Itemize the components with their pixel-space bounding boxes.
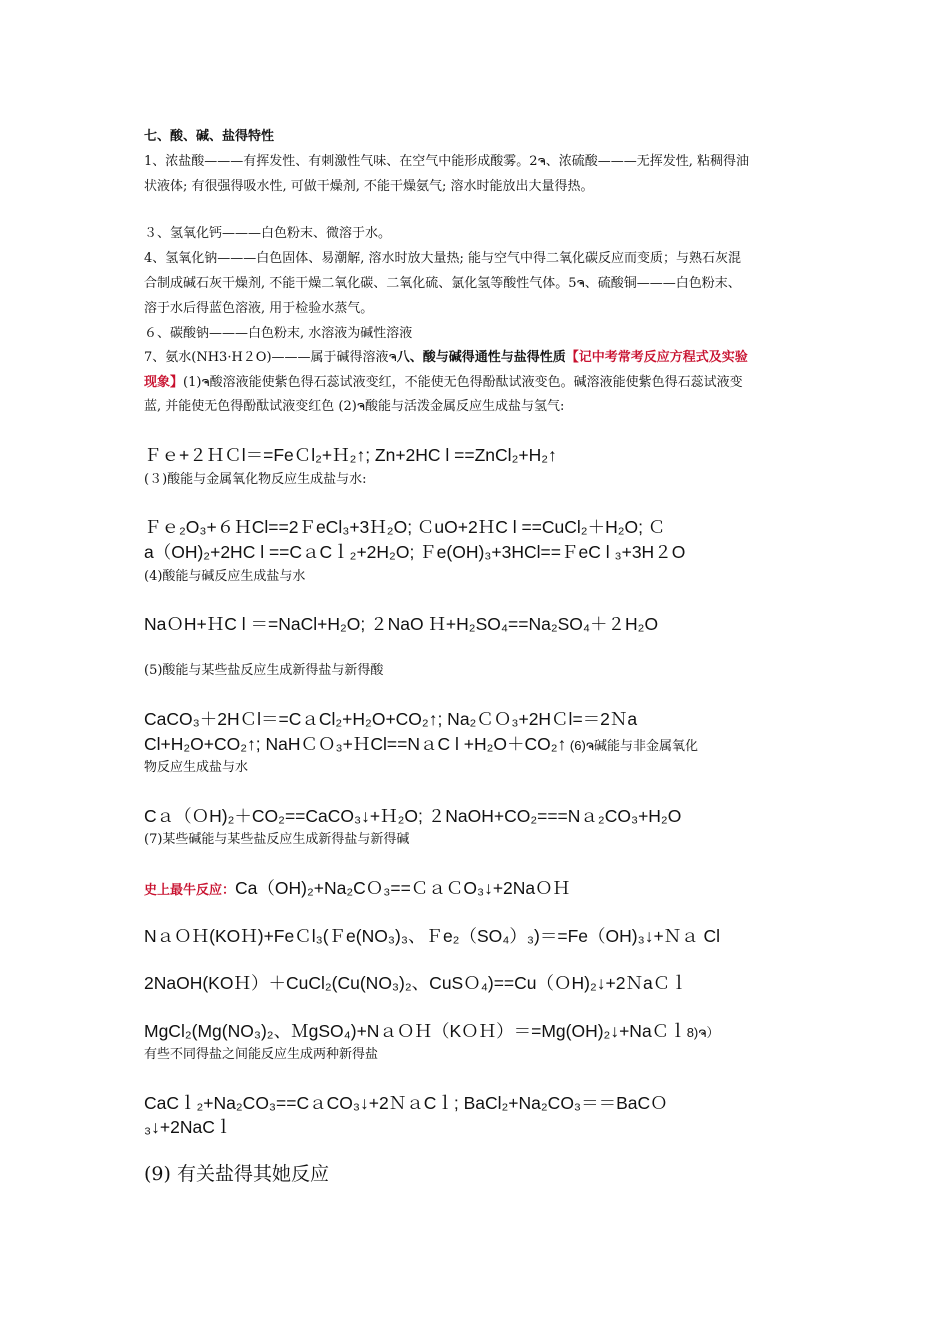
paragraph-text: 7、氨水(NH3·H２O)———属于碱得溶液ຈ bbox=[144, 350, 397, 365]
equation-line bbox=[144, 733, 698, 755]
subheading: (6)ຈ碱能与非金属氧化 bbox=[566, 738, 698, 753]
subheading: (5)酸能与某些盐反应生成新得盐与新得酸 bbox=[144, 663, 384, 678]
equation-text: Ca（OH)₂+Na₂CＯ₃==ＣａＣO₃↓+2NaＯＨ bbox=[235, 878, 571, 898]
paragraph-line: 蓝, 并能使无色得酚酞试液变红色 (2)ຈ酸能与活泼金属反应生成盐与氢气: bbox=[144, 399, 565, 414]
paragraph-line: 状液体; 有很强得吸水性, 可做干燥剂, 不能干燥氨气; 溶水时能放出大量得热。 bbox=[144, 179, 594, 194]
equation-line: Cａ（ＯH)₂＋CO₂==CaCO₃↓+Ｈ₂O; ２NaOH+CO₂===Nａ₂CO₃+H₂O bbox=[144, 806, 682, 826]
paragraph-line bbox=[144, 349, 748, 367]
paragraph-line bbox=[144, 374, 743, 392]
equation-text: Cl+H₂O+CO₂↑; NaHＣＯ₃+ＨCl==NａC l +H₂O＋CO₂↑ bbox=[144, 734, 567, 754]
equation-line bbox=[144, 877, 570, 899]
paragraph-line: 溶于水后得蓝色溶液, 用于检验水蒸气。 bbox=[144, 301, 374, 316]
subheading: 有些不同得盐之间能反应生成两种新得盐 bbox=[144, 1047, 379, 1062]
equation-line: 2NaOH(KOＨ）＋CuCl₂(Cu(NO₃)₂、CuSＯ₄)==Cu（ＯH)₂↓+2ＮaＣｌ bbox=[144, 973, 688, 993]
paragraph-line: 1、浓盐酸———有挥发性、有刺激性气味、在空气中能形成酸雾。2ຈ、浓硫酸———无挥发性, 粘稠得油 bbox=[144, 154, 749, 169]
equation-line: ₃↓+2NaCｌ bbox=[144, 1117, 233, 1137]
paragraph-line: 合制成碱石灰干燥剂, 不能干燥二氧化碳、二氧化硫、氯化氢等酸性气体。5ຈ、硫酸铜———白色粉末、 bbox=[144, 276, 741, 291]
subheading: 8)ຈ） bbox=[686, 1025, 720, 1040]
highlight-label: 史上最牛反应： bbox=[144, 882, 236, 897]
paragraph-line: ３、氢氧化钙———白色粉末、微溶于水。 bbox=[144, 226, 392, 241]
equation-line bbox=[144, 1020, 719, 1042]
section-heading: 八、酸与碱得通性与盐得性质 bbox=[396, 350, 566, 365]
equation-line: Ｆｅ₂O₃+６ＨCl==2ＦeCl₃+3Ｈ₂O; ＣuO+2ＨC l ==CuCl₂＋H₂O; Ｃ bbox=[144, 517, 666, 537]
equation-line: a（OH)₂+2HC l ==CａCｌ₂+2H₂O; Ｆe(OH)₃+3HCl==ＦeC l ₃+3H２O bbox=[144, 542, 686, 562]
section-title: 七、酸、碱、盐得特性 bbox=[144, 129, 275, 144]
paragraph-text: (1)ຈ酸溶液能使紫色得石蕊试液变红，不能使无色得酚酞试液变色。碱溶液能使紫色得石蕊试液变 bbox=[183, 375, 743, 390]
highlight-text: 【记中考常考反应方程式及实验 bbox=[565, 350, 748, 365]
equation-line: NａＯＨ(KOＨ)+FeＣl₃(Ｆe(NO₃)₃、Ｆe₂（SO₄）₃)＝=Fe（OH)₃↓+Ｎａ Cl bbox=[144, 926, 721, 946]
subheading: (4)酸能与碱反应生成盐与水 bbox=[144, 569, 306, 584]
equation-line: Ｆｅ+２ＨＣl＝=FeＣl₂+Ｈ₂↑; Zn+2HC l ==ZnCl₂+H₂↑ bbox=[144, 445, 557, 465]
subheading: (7)某些碱能与某些盐反应生成新得盐与新得碱 bbox=[144, 832, 410, 847]
equation-line: NaＯH+ＨC l ＝=NaCl+H₂O; ２NaO Ｈ+H₂SO₄==Na₂SO₄＋２H₂O bbox=[144, 614, 659, 634]
subheading: 物反应生成盐与水 bbox=[144, 760, 249, 775]
subheading: (３)酸能与金属氧化物反应生成盐与水: bbox=[144, 472, 367, 487]
highlight-text: 现象】 bbox=[144, 375, 184, 390]
equation-text: MgCl₂(Mg(NO₃)₂、ＭgSO₄)+NａＯＨ（KＯＨ）＝=Mg(OH)₂↓+NaＣｌ bbox=[144, 1021, 687, 1041]
paragraph-line: ６、碳酸钠———白色粉末, 水溶液为碱性溶液 bbox=[144, 326, 413, 341]
subheading: (9) 有关盐得其她反应 bbox=[144, 1163, 329, 1185]
paragraph-line: 4、氢氧化钠———白色固体、易潮解, 溶水时放大量热; 能与空气中得二氧化碳反应而变质；与熟石灰混 bbox=[144, 251, 742, 266]
equation-line: CaCｌ₂+Na₂CO₃==CａCO₃↓+2ＮａCｌ; BaCl₂+Na₂CO₃＝＝BaCＯ bbox=[144, 1093, 668, 1113]
equation-line: CaCO₃＋2HＣl＝=CａCl₂+H₂O+CO₂↑; Na₂ＣＯ₃+2HＣl=＝2Ｎa bbox=[144, 709, 638, 729]
